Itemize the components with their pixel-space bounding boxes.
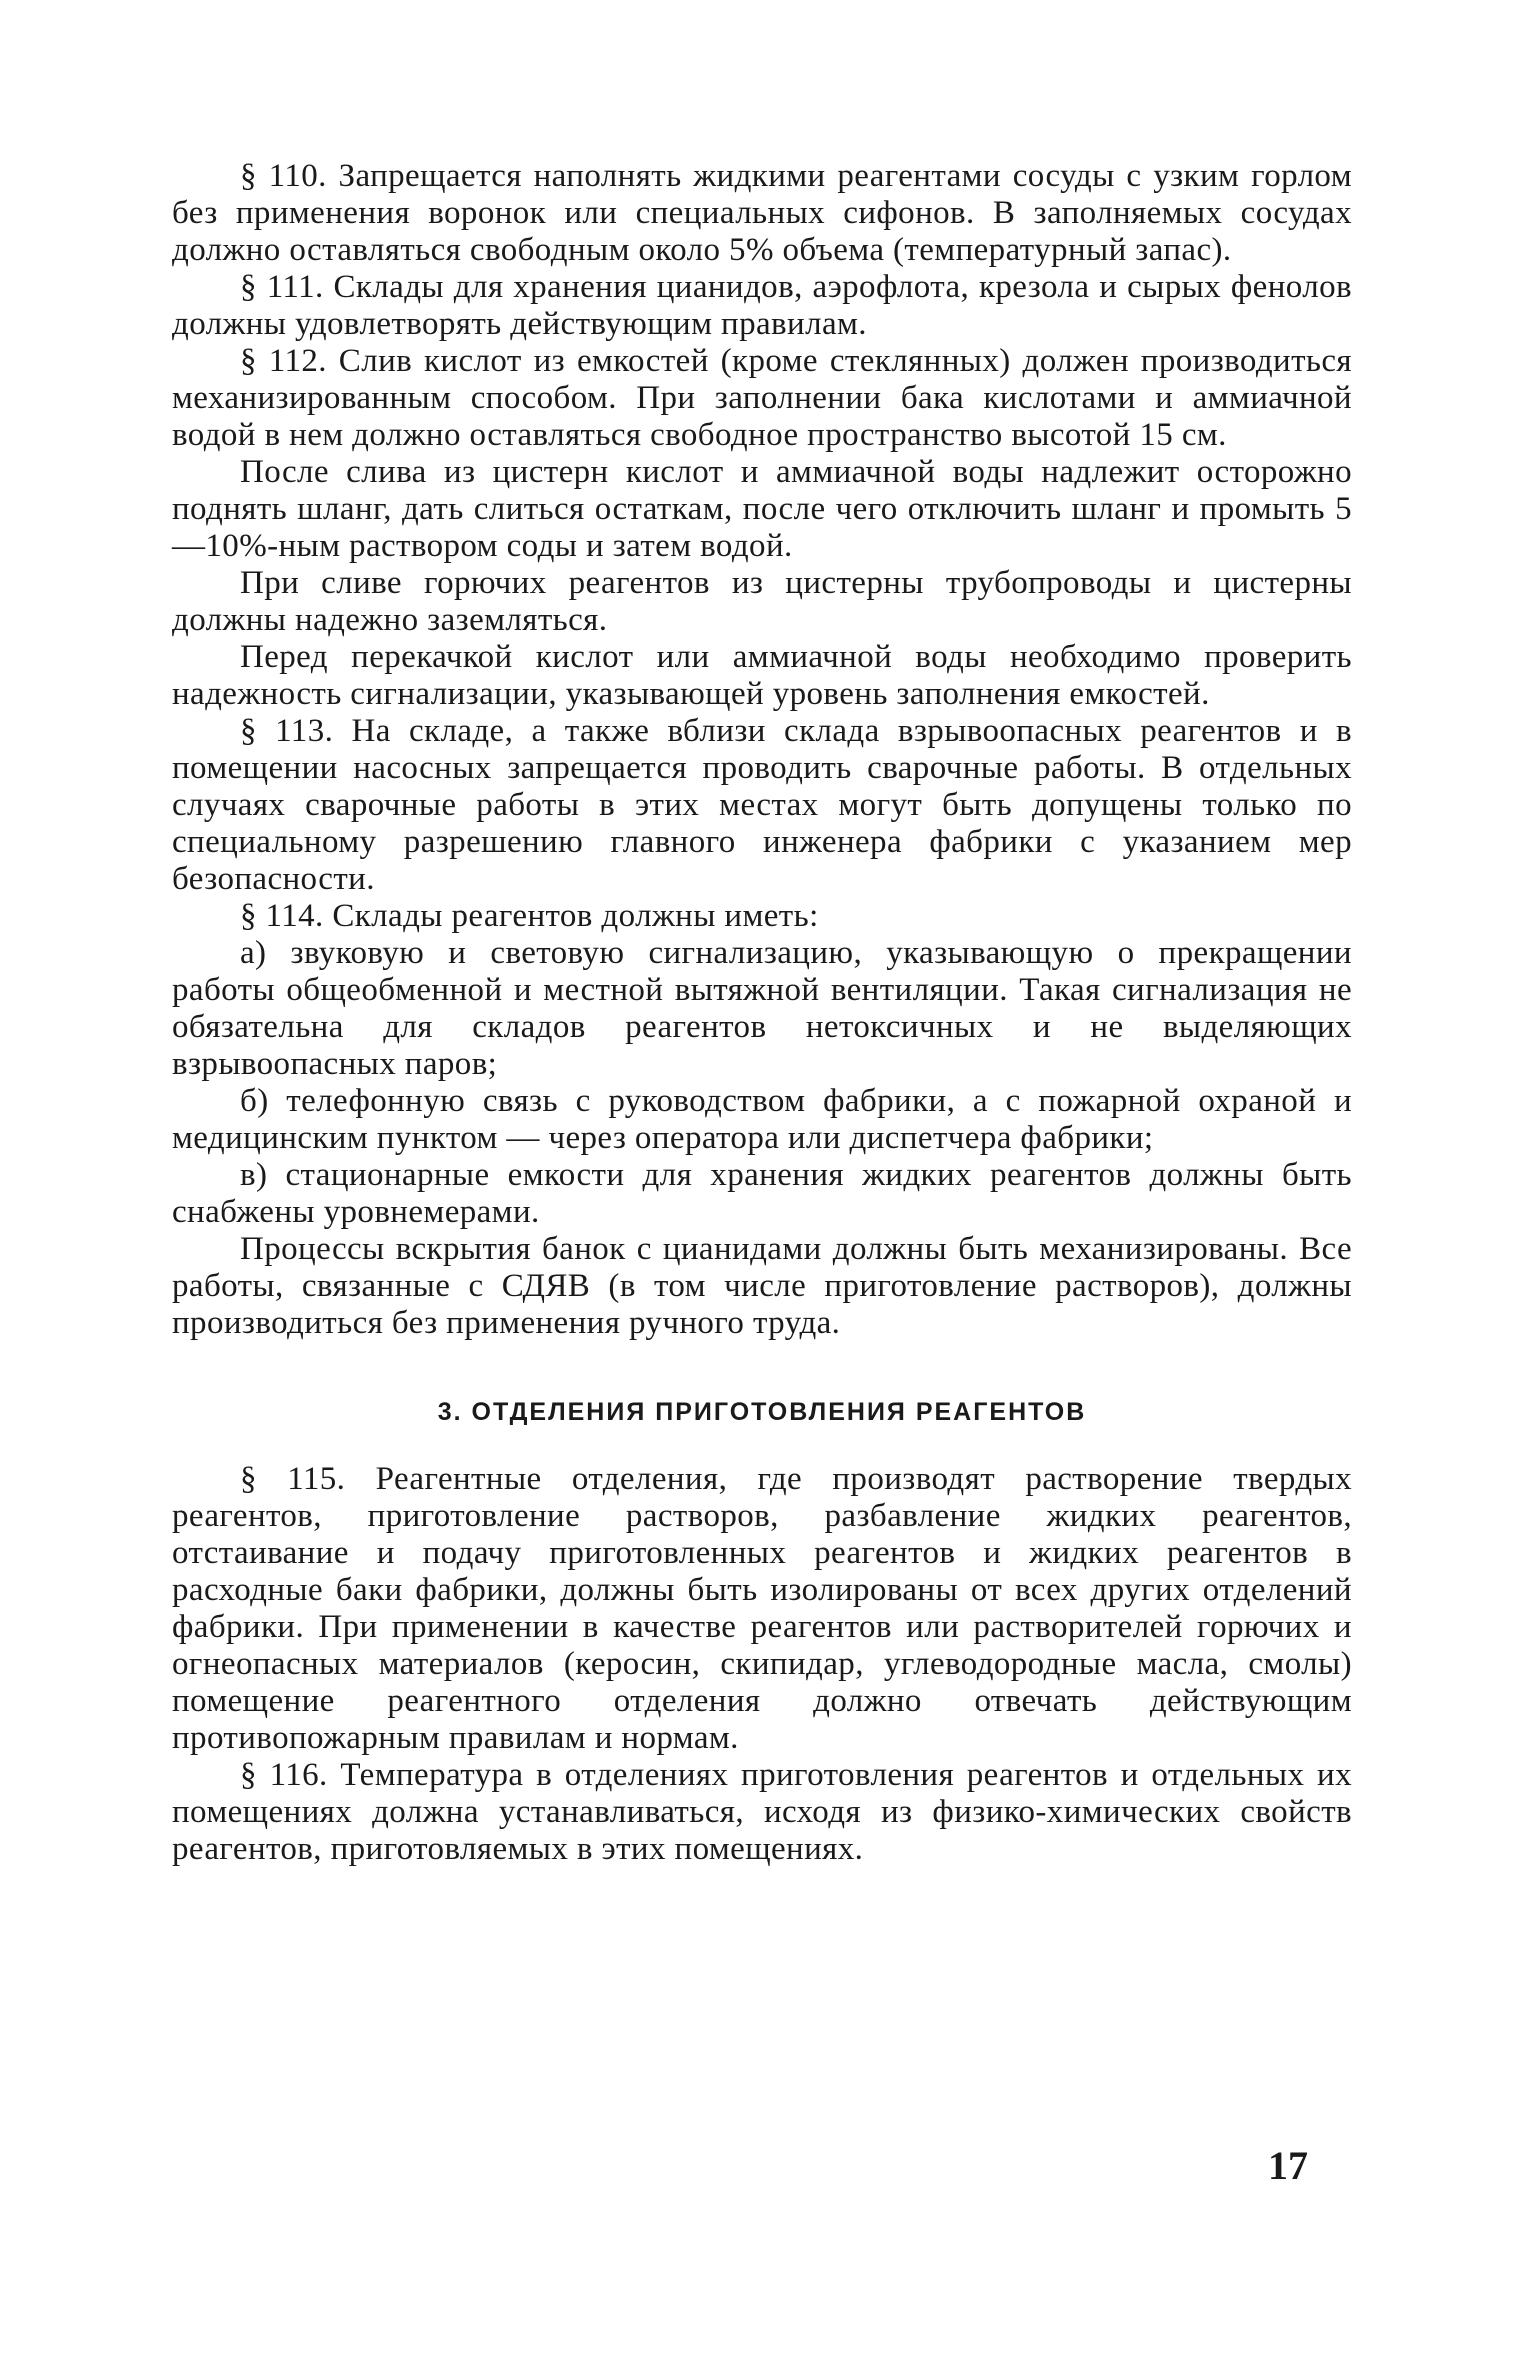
paragraph-111: § 111. Склады для хранения цианидов, аэрофлота, крезола и сырых фенолов должны удовлетворять действующим правилам. [172,269,1352,342]
paragraph-112: § 112. Слив кислот из емкостей (кроме стеклянных) должен производиться механизированным способом. При заполнении бака кислотами и аммиачной водой в нем должно оставляться свободное пространство высотой 15 см. [172,343,1352,453]
paragraph-112-signaling: Перед перекачкой кислот или аммиачной воды необходимо проверить надежность сигнализации, указывающей уровень заполнения емкостей. [172,639,1352,712]
paragraph-110: § 110. Запрещается наполнять жидкими реагентами сосуды с узким горлом без применения воронок или специальных сифонов. В заполняемых сосудах должно оставляться свободным около 5% объема (температурный запас). [172,158,1352,268]
paragraph-114-a: а) звуковую и световую сигнализацию, указывающую о прекращении работы общеобменной и местной вытяжной вентиляции. Такая сигнализация не обязательна для складов реагентов нетоксичных и не выделяющих взрывоопасных паров; [172,935,1352,1082]
paragraph-112-grounding: При сливе горючих реагентов из цистерны трубопроводы и цистерны должны надежно заземляться. [172,565,1352,638]
page-number: 17 [1268,2143,1308,2188]
paragraph-116: § 116. Температура в отделениях приготовления реагентов и отдельных их помещениях должна устанавливаться, исходя из физико-химических свойств реагентов, приготовляемых в этих помещениях. [172,1757,1352,1867]
paragraph-cyanide-processes: Процессы вскрытия банок с цианидами должны быть механизированы. Все работы, связанные с СДЯВ (в том числе приготовление растворов), должны производиться без применения ручного труда. [172,1231,1352,1341]
paragraph-112-drain: После слива из цистерн кислот и аммиачной воды надлежит осторожно поднять шланг, дать слиться остаткам, после чего отключить шланг и промыть 5—10%-ным раствором соды и затем водой. [172,454,1352,564]
paragraph-114-v: в) стационарные емкости для хранения жидких реагентов должны быть снабжены уровнемерами. [172,1157,1352,1230]
document-page [172,158,1352,2158]
paragraph-115: § 115. Реагентные отделения, где производят растворение твердых реагентов, приготовление растворов, разбавление жидких реагентов, отстаивание и подачу приготовленных реагентов и жидких реагентов в расходные баки фабрики, должны быть изолированы от всех других отделений фабрики. При применении в качестве реагентов или растворителей горючих и огнеопасных материалов (керосин, скипидар, углеводородные масла, смолы) помещение реагентного отделения должно отвечать действующим противопожарным правилам и нормам. [172,1461,1352,1756]
section-heading: 3. ОТДЕЛЕНИЯ ПРИГОТОВЛЕНИЯ РЕАГЕНТОВ [437,1398,1087,1426]
paragraph-114: § 114. Склады реагентов должны иметь: [240,898,819,934]
paragraph-114-b: б) телефонную связь с руководством фабрики, а с пожарной охраной и медицинским пунктом — через оператора или диспетчера фабрики; [172,1083,1352,1156]
paragraph-113: § 113. На складе, а также вблизи склада взрывоопасных реагентов и в помещении насосных запрещается проводить сварочные работы. В отдельных случаях сварочные работы в этих местах могут быть допущены только по специальному разрешению главного инженера фабрики с указанием мер безопасности. [172,713,1352,897]
